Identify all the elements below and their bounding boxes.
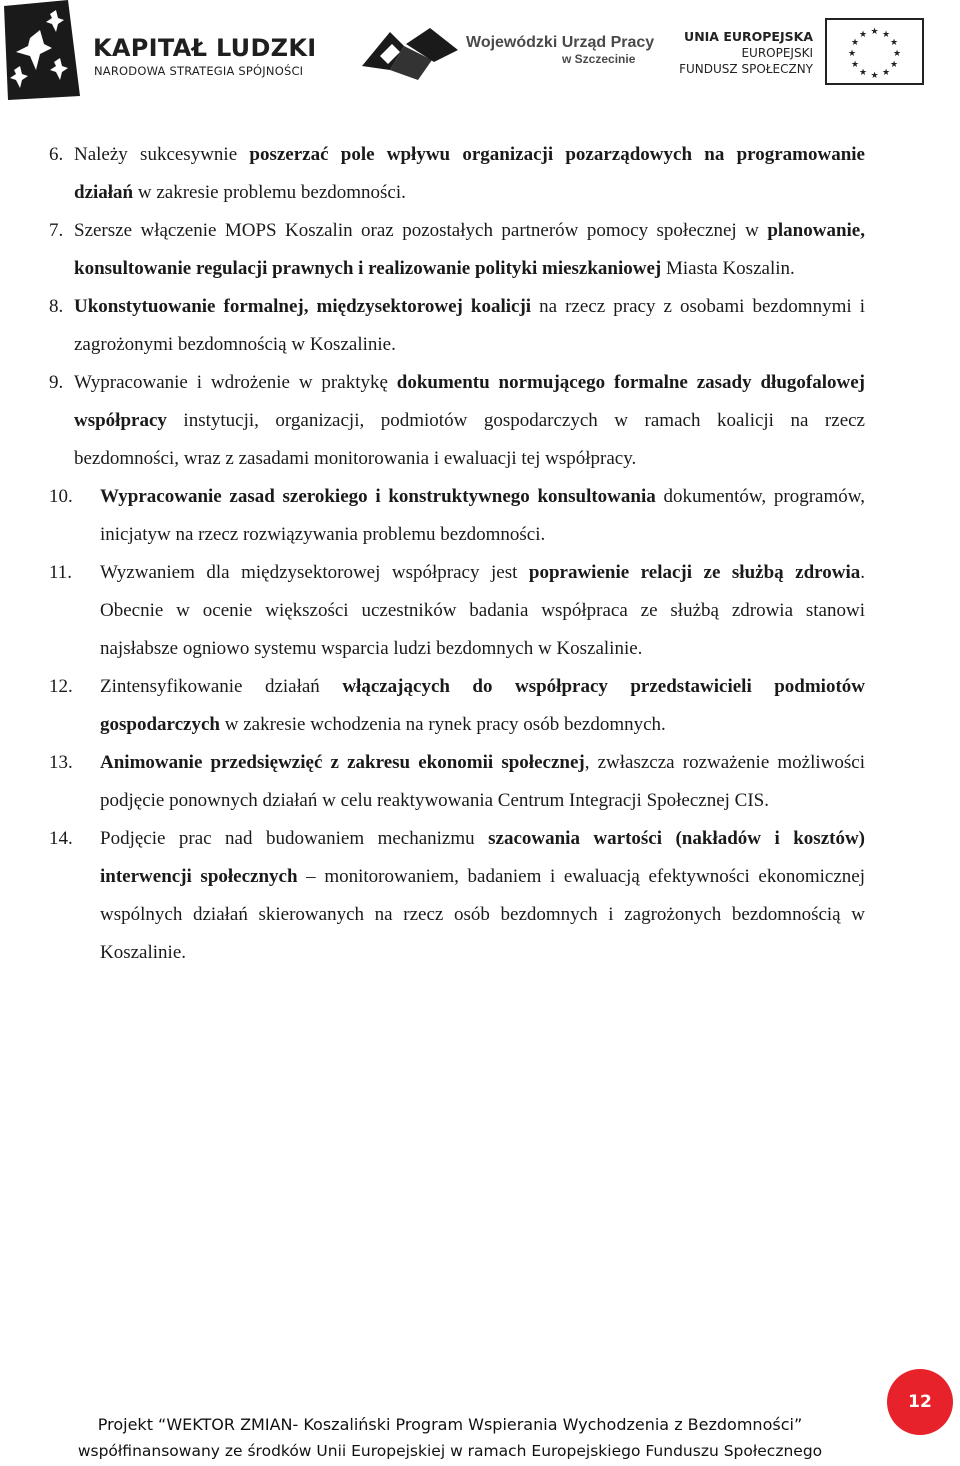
kapital-ludzki-logo	[0, 0, 84, 104]
page-header	[0, 0, 960, 105]
list-item-text	[100, 752, 865, 811]
list-item	[49, 288, 865, 364]
emphasis-text: poszerzać pole wpływu organizacji pozarządowych na programowanie działań	[74, 144, 865, 203]
footer-funding-line: współfinansowany ze środków Unii Europejskiej w ramach Europejskiego Funduszu Społecznego	[77, 1442, 823, 1460]
list-item-text	[74, 220, 865, 279]
list-item-number: 11.	[49, 562, 73, 583]
eu-flag-icon	[825, 18, 924, 85]
emphasis-text: Wypracowanie zasad szerokiego i konstruktywnego konsultowania	[100, 486, 656, 507]
list-item-text	[100, 676, 865, 735]
body-text-segment: w zakresie wchodzenia na rynek pracy osób bezdomnych.	[219, 714, 666, 735]
kapital-ludzki-title: KAPITAŁ LUDZKI	[93, 34, 317, 62]
emphasis-text: Animowanie przedsięwzięć z zakresu ekonomii społecznej	[100, 752, 585, 773]
emphasis-text: włączających do współpracy przedstawicieli podmiotów gospodarczych	[100, 676, 866, 735]
svg-text:★: ★	[889, 38, 899, 48]
body-text-segment: Szersze włączenie MOPS Koszalin oraz pozostałych partnerów pomocy społecznej w	[74, 220, 768, 241]
emphasis-text: Ukonstytuowanie formalnej, międzysektorowej koalicji	[74, 296, 532, 317]
body-text-segment: Podjęcie prac nad budowaniem mechanizmu	[100, 828, 489, 849]
recommendations-list	[49, 136, 865, 972]
eu-label-line2: EUROPEJSKI	[741, 46, 813, 60]
svg-text:★: ★	[870, 27, 879, 37]
list-item-text	[100, 486, 865, 545]
body-text-segment: – monitorowaniem, badaniem i ewaluacją efektywności ekonomicznej wspólnych działań skierowanych na rzecz osób bezdomnych i zagrożonych bezdomnością w Koszalinie.	[100, 866, 865, 963]
list-item	[49, 820, 865, 972]
svg-text:★: ★	[881, 68, 891, 78]
body-text-segment: na rzecz pracy z osobami bezdomnymi i zagrożonymi bezdomnością w Koszalinie.	[74, 296, 865, 355]
wup-name: Wojewódzki Urząd Pracy	[466, 34, 655, 51]
emphasis-text: szacowania wartości (nakładów i kosztów) interwencji społecznych	[100, 828, 865, 887]
page-footer	[0, 1412, 960, 1464]
list-item-number: 12.	[49, 676, 73, 697]
wup-city: w Szczecinie	[562, 52, 636, 66]
svg-text:★: ★	[881, 30, 891, 40]
list-item-text	[74, 296, 865, 355]
list-item	[49, 554, 865, 668]
svg-text:★: ★	[858, 68, 868, 78]
svg-text:★: ★	[858, 30, 868, 40]
list-item-number: 6.	[49, 144, 64, 165]
eu-label-line1: UNIA EUROPEJSKA	[684, 29, 813, 44]
body-text-segment: dokumentów, programów, inicjatyw na rzecz rozwiązywania problemu bezdomności.	[100, 486, 865, 545]
list-item-number: 13.	[49, 752, 73, 773]
list-item-number: 7.	[49, 220, 64, 241]
body-text-segment: , zwłaszcza rozważenie możliwości podjęcie ponownych działań w celu reaktywowania Centrum Integracji Społecznej CIS.	[100, 752, 865, 811]
eu-fund-label	[660, 28, 813, 77]
body-text-segment: Wypracowanie i wdrożenie w praktykę	[74, 372, 397, 393]
list-item-number: 10.	[49, 486, 73, 507]
emphasis-text: poprawienie relacji ze służbą zdrowia	[528, 562, 861, 583]
list-item	[49, 212, 865, 288]
emphasis-text: planowanie, konsultowanie regulacji prawnych i realizowanie polityki mieszkaniowej	[74, 220, 865, 279]
svg-text:★: ★	[850, 60, 860, 70]
footer-project-line: Projekt “WEKTOR ZMIAN- Koszaliński Program Wspierania Wychodzenia z Bezdomności”	[97, 1415, 803, 1434]
body-text-segment: instytucji, organizacji, podmiotów gospodarczych w ramach koalicji na rzecz bezdomności, wraz z zasadami monitorowania i ewaluacji tej współpracy.	[74, 410, 865, 469]
page-number-badge: 12	[887, 1369, 953, 1435]
eu-label-line3: FUNDUSZ SPOŁECZNY	[679, 62, 813, 76]
body-text-segment: Wyzwaniem dla międzysektorowej współpracy jest	[100, 562, 529, 583]
emphasis-text: dokumentu normującego formalne zasady długofalowej współpracy	[74, 372, 865, 431]
list-item-number: 9.	[49, 372, 64, 393]
list-item-text	[100, 562, 865, 659]
list-item	[49, 744, 865, 820]
wup-logo-icon	[360, 26, 460, 82]
svg-text:★: ★	[870, 71, 879, 81]
list-item-number: 14.	[49, 828, 73, 849]
kapital-ludzki-subtitle: NARODOWA STRATEGIA SPÓJNOŚCI	[94, 64, 304, 78]
list-item-text	[74, 372, 865, 469]
body-text-segment: Zintensyfikowanie działań	[100, 676, 343, 697]
list-item	[49, 364, 865, 478]
body-text-segment: Miasta Koszalin.	[661, 258, 795, 279]
list-item	[49, 668, 865, 744]
svg-text:★: ★	[889, 60, 899, 70]
body-text-segment: Należy sukcesywnie	[74, 144, 250, 165]
svg-text:★: ★	[892, 49, 902, 59]
list-item-text	[100, 828, 865, 963]
list-item-text	[74, 144, 865, 203]
body-text-segment: . Obecnie w ocenie większości uczestników badania współpraca ze służbą zdrowia stanowi najsłabsze ogniowo systemu wsparcia ludzi bezdomnych w Koszalinie.	[100, 562, 865, 659]
svg-text:★: ★	[847, 49, 857, 59]
svg-text:★: ★	[850, 38, 860, 48]
list-item	[49, 478, 865, 554]
list-item-number: 8.	[49, 296, 64, 317]
body-text-segment: w zakresie problemu bezdomności.	[133, 182, 406, 203]
list-item	[49, 136, 865, 212]
